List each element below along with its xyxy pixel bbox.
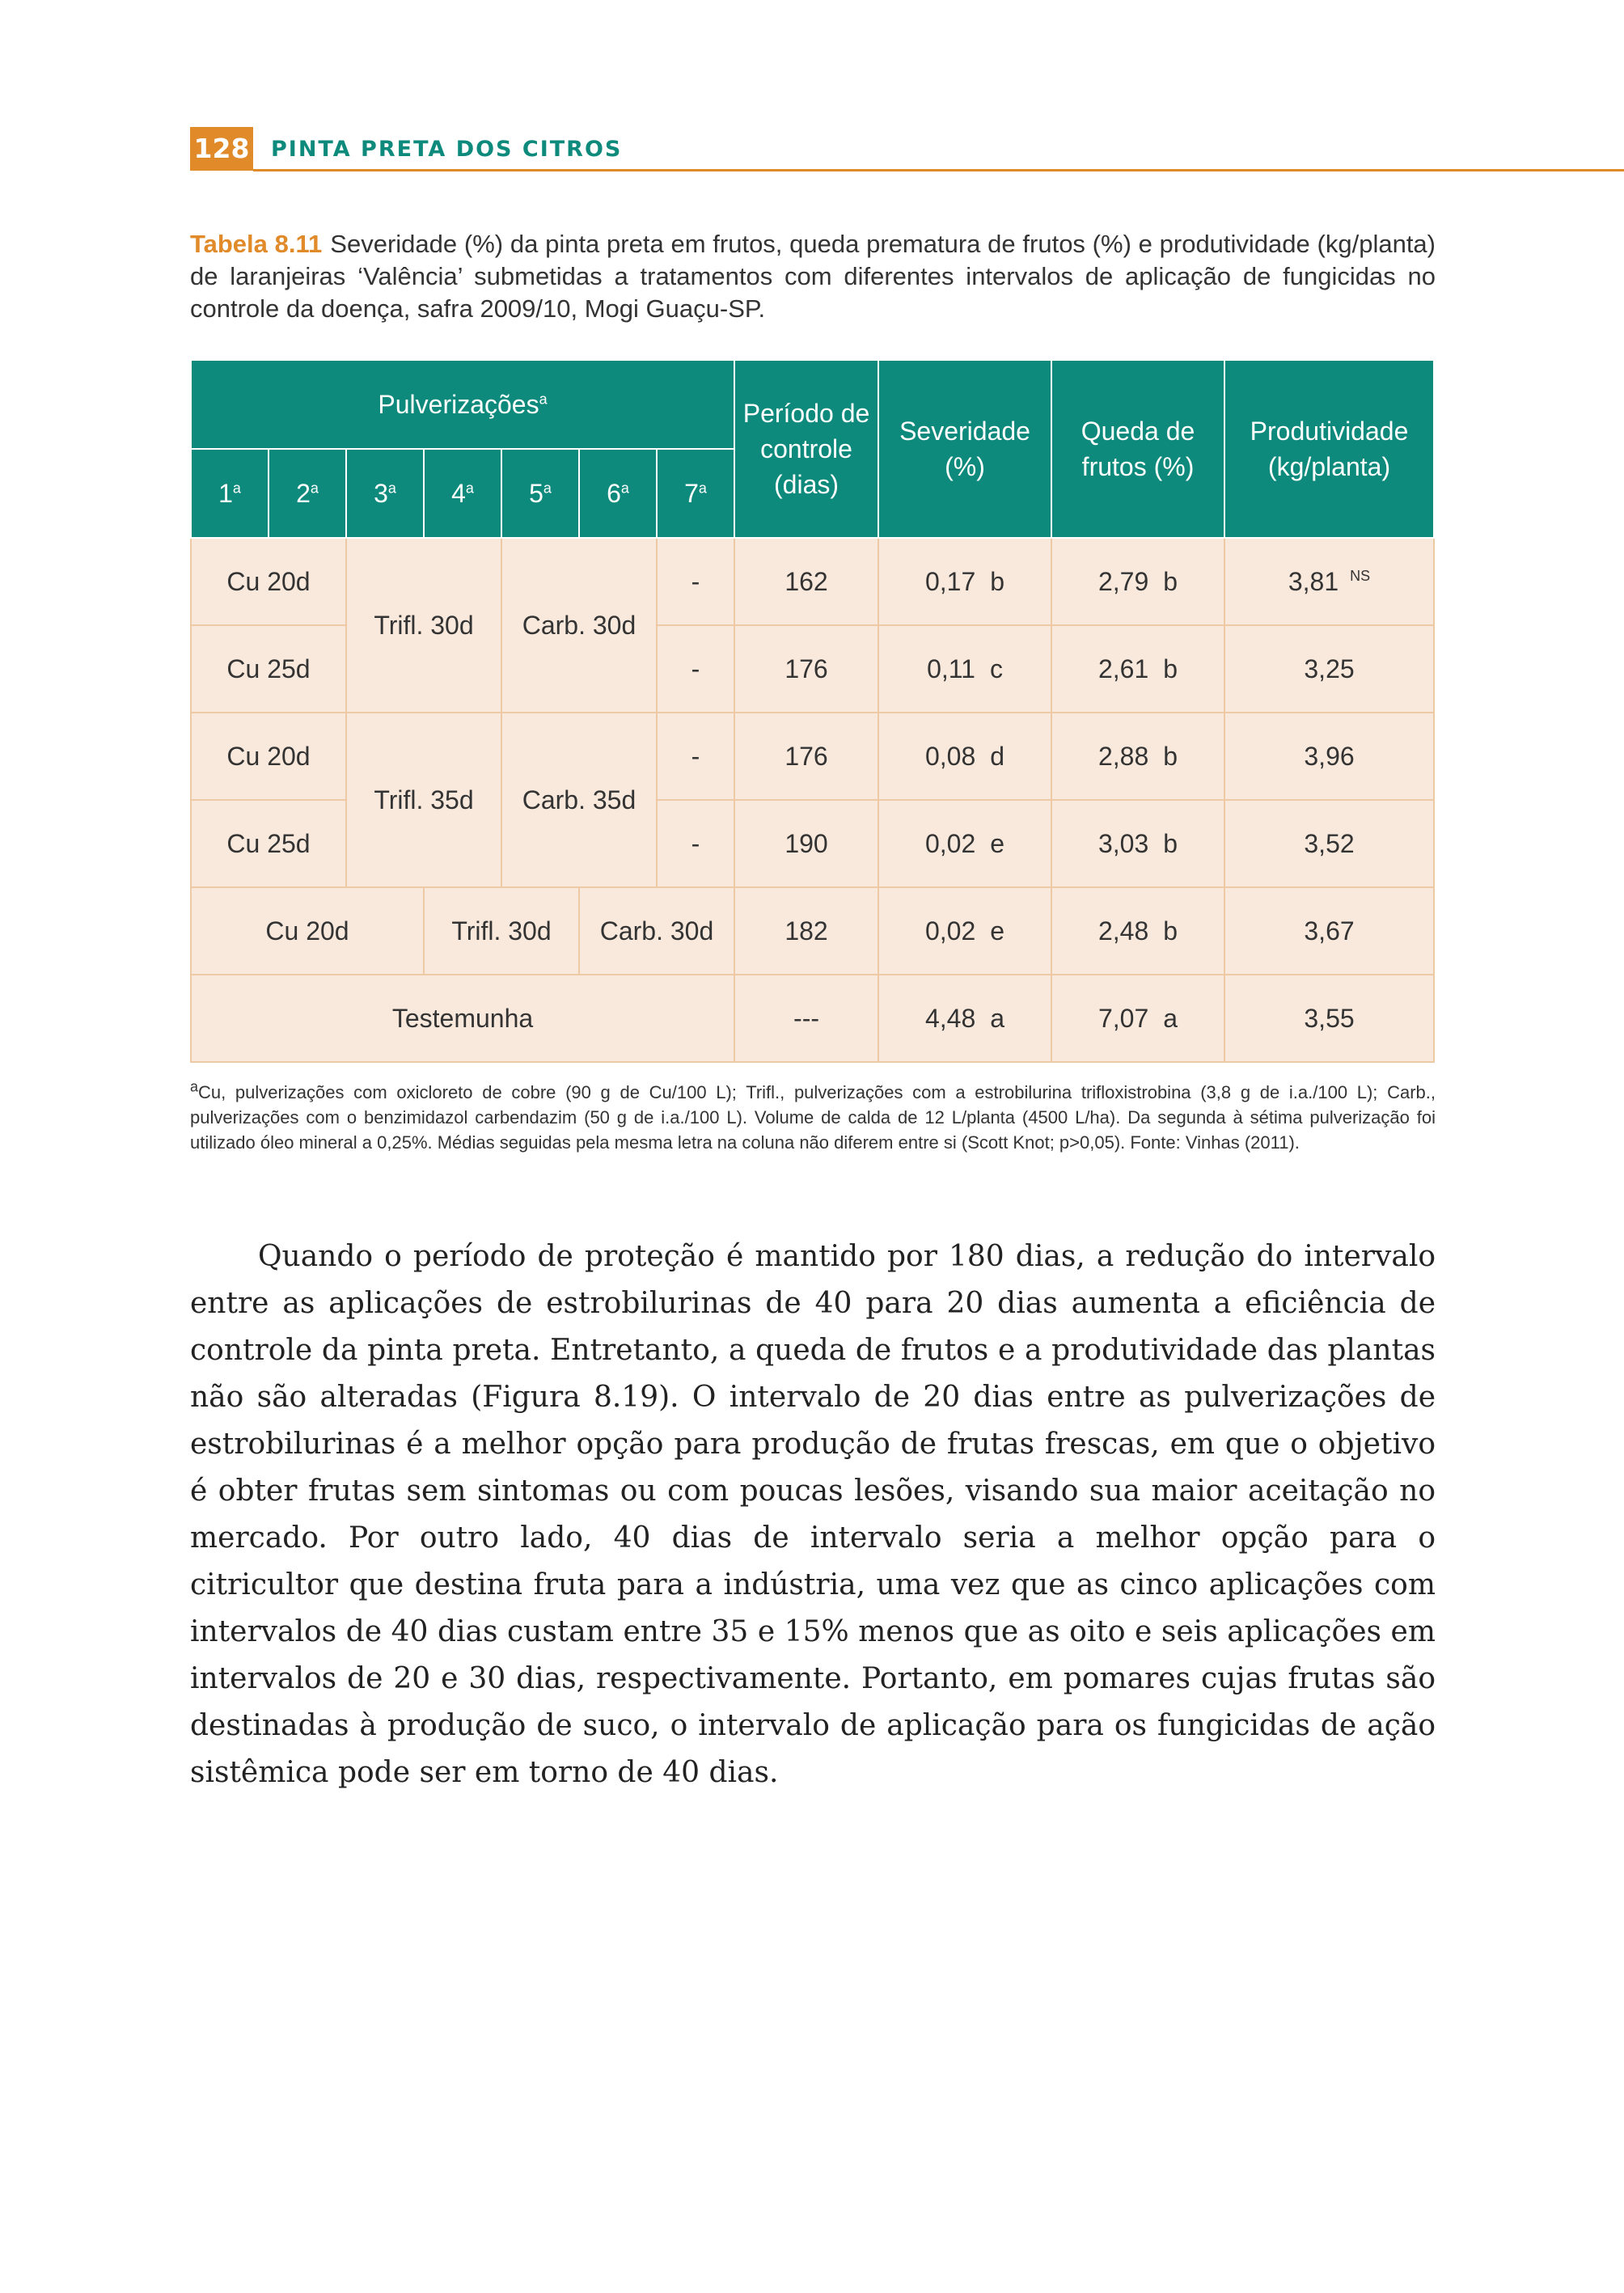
- cell-produtividade: 3,96: [1224, 713, 1434, 800]
- cell-carb: Carb. 30d: [579, 887, 734, 975]
- cell-seventh: -: [657, 713, 734, 800]
- cell-periodo: 176: [734, 713, 878, 800]
- cell-periodo: 190: [734, 800, 878, 887]
- header-spray-5: 5$^a$: [501, 449, 579, 538]
- cell-queda: 2,61 b: [1051, 625, 1224, 713]
- table-caption: [190, 228, 1436, 325]
- cell-severidade: 0,02 e: [878, 887, 1051, 975]
- cell-first-spray: Cu 20d: [191, 713, 346, 800]
- cell-severidade: 0,11 c: [878, 625, 1051, 713]
- header-spray-7: 7$^a$: [657, 449, 734, 538]
- page-header: [190, 127, 1624, 171]
- cell-queda: 2,79 b: [1051, 538, 1224, 625]
- cell-first-spray: Cu 20d: [191, 538, 346, 625]
- header-severidade: Severidade (%): [878, 360, 1051, 538]
- results-table: [190, 359, 1435, 1063]
- running-title: PINTA PRETA DOS CITROS: [271, 137, 623, 162]
- header-spray-2: 2$^a$: [269, 449, 346, 538]
- cell-seventh: -: [657, 625, 734, 713]
- cell-periodo: ---: [734, 975, 878, 1062]
- cell-seventh: -: [657, 538, 734, 625]
- cell-produtividade: 3,52: [1224, 800, 1434, 887]
- table-row: [191, 975, 1434, 1062]
- header-periodo: Período de controle (dias): [734, 360, 878, 538]
- cell-severidade: 4,48 a: [878, 975, 1051, 1062]
- cell-produtividade: 3,25: [1224, 625, 1434, 713]
- cell-seventh: -: [657, 800, 734, 887]
- cell-queda: 2,88 b: [1051, 713, 1224, 800]
- cell-queda: 7,07 a: [1051, 975, 1224, 1062]
- cell-periodo: 162: [734, 538, 878, 625]
- cell-trifl: Trifl. 35d: [346, 713, 501, 887]
- header-queda: Queda de frutos (%): [1051, 360, 1224, 538]
- cell-trifl: Trifl. 30d: [424, 887, 579, 975]
- header-produtividade: Produtividade (kg/planta): [1224, 360, 1434, 538]
- header-spray-4: 4$^a$: [424, 449, 501, 538]
- cell-produtividade: 3,81 $^{NS}$: [1224, 538, 1434, 625]
- cell-carb: Carb. 30d: [501, 538, 657, 713]
- header-rule: [253, 169, 1624, 171]
- header-pulverizacoes: Pulverizações$^a$: [191, 360, 734, 449]
- table-label: Tabela 8.11: [190, 230, 323, 258]
- cell-testemunha: Testemunha: [191, 975, 734, 1062]
- cell-first-spray: Cu 25d: [191, 800, 346, 887]
- cell-trifl: Trifl. 30d: [346, 538, 501, 713]
- table-footnote: $^a$Cu, pulverizações com oxicloreto de cobre (90 g de Cu/100 L); Trifl., pulverizações com a estrobilurina trifloxistrobina (3,8 g de i.a./100 L); Carb., pulverizações com o benzimidazol carbendazim (50 g de i.a./100 L). Volume de calda de 12 L/planta (4500 L/ha). Da segunda à sétima pulverização foi utilizado óleo mineral a 0,25%. Médias seguidas pela mesma letra na coluna não diferem entre si (Scott Knot; p>0,05). Fonte: Vinhas (2011).: [190, 1078, 1436, 1153]
- header-spray-6: 6$^a$: [579, 449, 657, 538]
- cell-periodo: 176: [734, 625, 878, 713]
- cell-queda: 3,03 b: [1051, 800, 1224, 887]
- page-number: 128: [190, 127, 253, 171]
- header-spray-3: 3$^a$: [346, 449, 424, 538]
- cell-carb: Carb. 35d: [501, 713, 657, 887]
- table-row: [191, 538, 1434, 625]
- cell-first-spray: Cu 25d: [191, 625, 346, 713]
- table-row: [191, 713, 1434, 800]
- cell-severidade: 0,17 b: [878, 538, 1051, 625]
- cell-produtividade: 3,67: [1224, 887, 1434, 975]
- cell-produtividade: 3,55: [1224, 975, 1434, 1062]
- cell-severidade: 0,08 d: [878, 713, 1051, 800]
- header-spray-1: 1$^a$: [191, 449, 269, 538]
- table-row: [191, 887, 1434, 975]
- cell-cu: Cu 20d: [191, 887, 424, 975]
- body-paragraph: Quando o período de proteção é mantido por 180 dias, a redução do intervalo entre as aplicações de estrobilurinas de 40 para 20 dias aumenta a eficiência de controle da pinta preta. Entretanto, a queda de frutos e a produtividade das plantas não são alteradas (Figura 8.19). O intervalo de 20 dias entre as pulverizações de estrobilurinas é a melhor opção para produção de frutas frescas, em que o objetivo é obter frutas sem sintomas ou com poucas lesões, visando sua maior aceitação no mercado. Por outro lado, 40 dias de intervalo seria a melhor opção para o citricultor que destina fruta para a indústria, uma vez que as cinco aplicações com intervalos de 40 dias custam entre 35 e 15% menos que as oito e seis aplicações em intervalos de 20 e 30 dias, respectivamente. Portanto, em pomares cujas frutas são destinadas à produção de suco, o intervalo de aplicação para os fungicidas de ação sistêmica pode ser em torno de 40 dias.: [190, 1240, 1436, 1789]
- cell-queda: 2,48 b: [1051, 887, 1224, 975]
- caption-text: Severidade (%) da pinta preta em frutos, queda prematura de frutos (%) e produtividade (kg/planta) de laranjeiras ‘Valência’ submetidas a tratamentos com diferentes intervalos de aplicação de fungicidas no controle da doença, safra 2009/10, Mogi Guaçu-SP.: [190, 230, 1436, 323]
- footnote-text: Cu, pulverizações com oxicloreto de cobre (90 g de Cu/100 L); Trifl., pulverizações com a estrobilurina trifloxistrobina (3,8 g de i.a./100 L); Carb., pulverizações com o benzimidazol carbendazim (50 g de i.a./100 L). Volume de calda de 12 L/planta (4500 L/ha). Da segunda à sétima pulverização foi utilizado óleo mineral a 0,25%. Médias seguidas pela mesma letra na coluna não diferem entre si (Scott Knot; p>0,05). Fonte: Vinhas (2011).: [190, 1082, 1436, 1153]
- cell-severidade: 0,02 e: [878, 800, 1051, 887]
- cell-periodo: 182: [734, 887, 878, 975]
